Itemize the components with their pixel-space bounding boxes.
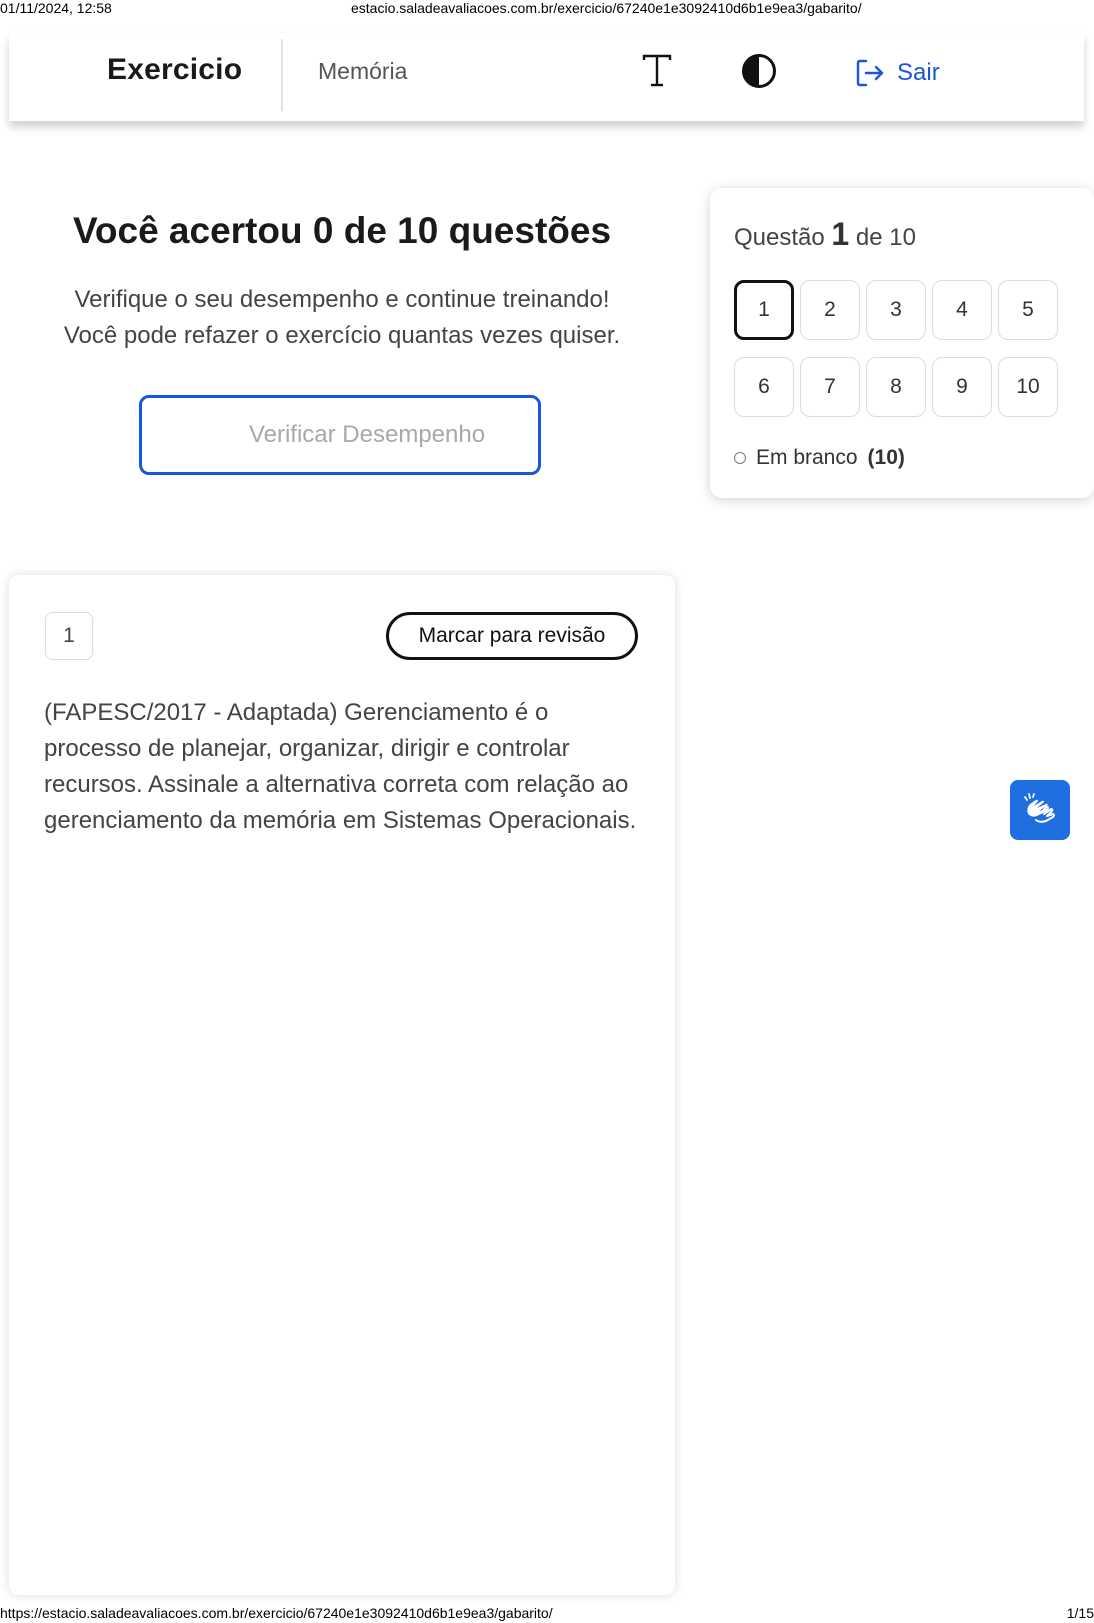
contrast-button[interactable] — [735, 47, 783, 95]
result-section — [30, 210, 654, 354]
question-navigator — [710, 188, 1094, 498]
brand-title: Exercicio — [107, 53, 243, 86]
print-date: 01/11/2024, 12:58 — [0, 0, 112, 16]
result-subtitle-line1: Verifique o seu desempenho e continue treinando! — [74, 286, 610, 313]
header-divider — [281, 39, 283, 111]
result-subtitle-line2: Você pode refazer o exercício quantas vezes quiser. — [63, 322, 621, 349]
print-url: estacio.saladeavaliacoes.com.br/exercicio/67240e1e3092410d6b1e9ea3/gabarito/ — [351, 0, 862, 16]
contrast-icon — [741, 53, 777, 89]
print-header — [0, 0, 1094, 16]
question-nav-button[interactable]: 9 — [932, 357, 992, 417]
font-size-button[interactable] — [633, 47, 681, 95]
print-footer — [0, 1603, 1094, 1623]
navigator-title — [734, 216, 916, 253]
result-title: Você acertou 0 de 10 questões — [72, 210, 612, 251]
print-page-number: 1/15 — [1066, 1605, 1094, 1621]
print-url-full: https://estacio.saladeavaliacoes.com.br/exercicio/67240e1e3092410d6b1e9ea3/gabarito/ — [0, 1605, 553, 1621]
mark-for-review-button[interactable]: Marcar para revisão — [386, 612, 638, 660]
blank-dot-icon — [734, 452, 746, 464]
verify-performance-button[interactable]: Verificar Desempenho — [139, 395, 541, 475]
logout-label: Sair — [897, 59, 940, 86]
logout-button[interactable] — [855, 53, 940, 93]
sign-language-icon — [1022, 792, 1058, 828]
question-nav-button[interactable]: 10 — [998, 357, 1058, 417]
navigator-label-suffix: de 10 — [855, 224, 916, 251]
legend-count: (10) — [867, 446, 905, 469]
question-number-badge: 1 — [45, 612, 93, 660]
question-nav-button[interactable]: 8 — [866, 357, 926, 417]
navigator-label-prefix: Questão — [734, 224, 825, 251]
question-nav-button[interactable]: 4 — [932, 280, 992, 340]
question-nav-button[interactable]: 2 — [800, 280, 860, 340]
question-card — [9, 575, 675, 1595]
question-nav-button[interactable]: 5 — [998, 280, 1058, 340]
accessibility-button[interactable] — [1010, 780, 1070, 840]
question-nav-button[interactable]: 1 — [734, 280, 794, 340]
legend-blank — [734, 446, 905, 470]
top-navbar — [9, 33, 1084, 121]
logout-icon — [855, 58, 885, 88]
navigator-current: 1 — [831, 216, 850, 252]
question-nav-button[interactable]: 3 — [866, 280, 926, 340]
question-text: (FAPESC/2017 - Adaptada) Gerenciamento é o processo de planejar, organizar, dirigir e controlar recursos. Assinale a alternativa correta com relação ao gerenciamento da memória em Sistemas Operacionais. — [44, 699, 637, 834]
subject-title: Memória — [318, 58, 408, 84]
result-subtitle — [30, 282, 654, 354]
question-nav-button[interactable]: 6 — [734, 357, 794, 417]
question-nav-button[interactable]: 7 — [800, 357, 860, 417]
legend-label: Em branco — [756, 446, 858, 469]
text-size-icon — [642, 54, 672, 88]
